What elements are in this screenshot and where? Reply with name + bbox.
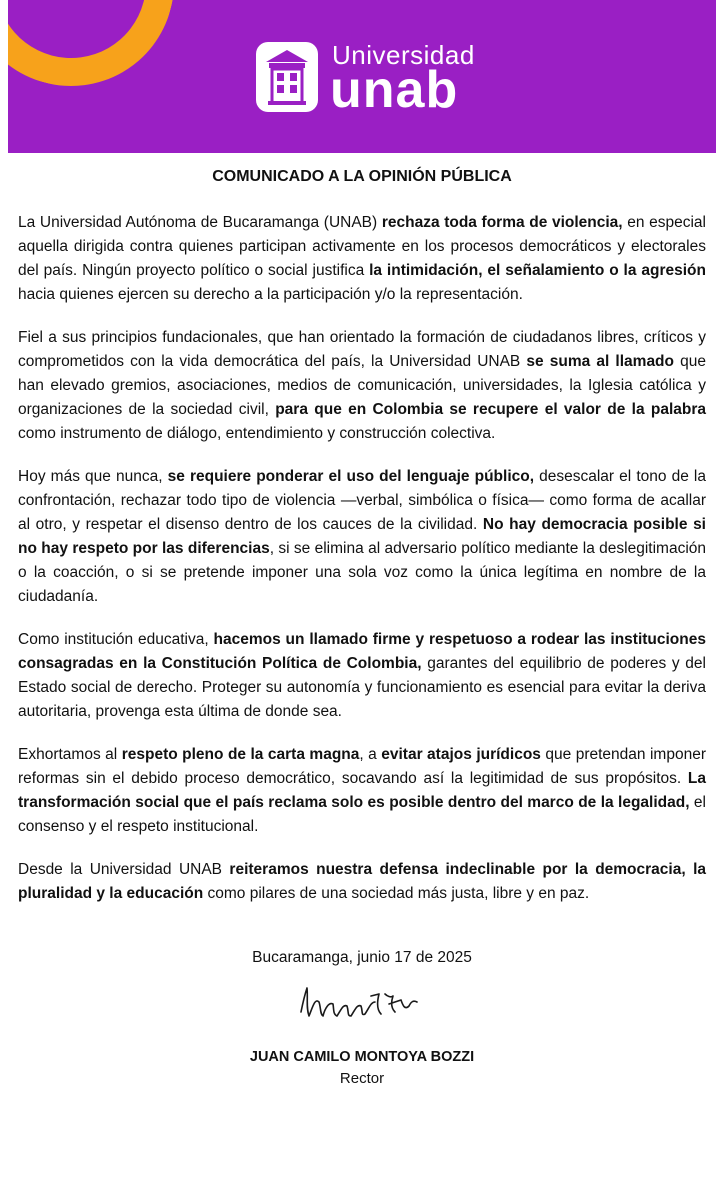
emphasis-text: La transformación social que el país reclama solo es posible dentro del marco de la legalidad,	[18, 770, 706, 811]
emphasis-text: No hay democracia posible si no hay respeto por las diferencias	[18, 516, 706, 557]
emphasis-text: evitar atajos jurídicos	[381, 746, 541, 763]
building-icon	[256, 42, 318, 112]
body-text: La Universidad Autónoma de Bucaramanga (UNAB)	[18, 214, 382, 231]
body-text: Fiel a sus principios fundacionales, que han orientado la formación de ciudadanos libres, críticos y comprometidos con la vida democrática del país, la Universidad UNAB	[18, 329, 706, 370]
paragraph	[18, 326, 706, 446]
logo-wordmark-top: Universidad	[332, 40, 475, 70]
body-text: desescalar el tono de la confrontación, rechazar todo tipo de violencia —verbal, simbólica o física— como forma de acallar al otro, y respetar el disenso dentro de los cauces de la civilidad.	[18, 468, 706, 533]
body-text: que pretendan imponer reformas sin el debido proceso democrático, socavando así la legitimidad de sus propósitos.	[18, 746, 706, 787]
paragraph	[18, 743, 706, 839]
emphasis-text: se suma al llamado	[526, 353, 674, 370]
logo-wordmark-main: unab	[330, 61, 459, 119]
university-logo	[256, 38, 486, 118]
body-text: Hoy más que nunca,	[18, 468, 168, 485]
body-text: Desde la Universidad UNAB	[18, 861, 230, 878]
emphasis-text: para que en Colombia se recupere el valor de la palabra	[275, 401, 706, 418]
document-body	[18, 165, 706, 1090]
paragraph	[18, 858, 706, 906]
emphasis-text: se requiere ponderar el uso del lenguaje público,	[167, 468, 535, 485]
document-title: COMUNICADO A LA OPINIÓN PÚBLICA	[212, 168, 512, 185]
paragraph	[18, 465, 706, 609]
body-text: como pilares de una sociedad más justa, libre y en paz.	[203, 885, 590, 902]
body-text: que han elevado gremios, asociaciones, medios de comunicación, universidades, la Iglesia católica y organizaciones de la sociedad civil,	[18, 353, 706, 418]
signer-name: JUAN CAMILO MONTOYA BOZZI	[249, 1049, 475, 1065]
header-banner	[8, 0, 716, 153]
body-text: hacia quienes ejercen su derecho a la participación y/o la representación.	[18, 286, 523, 303]
paragraph	[18, 628, 706, 724]
emphasis-text: reiteramos nuestra defensa indeclinable por la democracia, la pluralidad y la educación	[18, 861, 706, 902]
emphasis-text: la intimidación, el señalamiento o la agresión	[369, 262, 706, 279]
body-text: Como institución educativa,	[18, 631, 214, 648]
body-text: , a	[359, 746, 382, 763]
emphasis-text: respeto pleno de la carta magna	[121, 746, 360, 763]
place-date: Bucaramanga, junio 17 de 2025	[252, 949, 472, 966]
signer-role: Rector	[339, 1070, 385, 1087]
body-text: en especial aquella dirigida contra quienes participan activamente en los procesos democráticos y electorales del país. Ningún proyecto político o social justifica	[18, 214, 706, 279]
body-text: como instrumento de diálogo, entendimiento y construcción colectiva.	[18, 425, 496, 442]
handwritten-signature	[287, 976, 437, 1024]
body-text: , si se elimina al adversario político mediante la deslegitimación o la coacción, o si se pretende imponer una sola voz como la única legítima en nombre de la ciudadanía.	[18, 540, 706, 605]
body-text: el consenso y el respeto institucional.	[18, 794, 706, 835]
paragraph	[18, 211, 706, 307]
body-text: Exhortamos al	[18, 746, 122, 763]
emphasis-text: rechaza toda forma de violencia,	[381, 214, 623, 231]
closing-block	[18, 946, 706, 1090]
body-text: garantes del equilibrio de poderes y del Estado social de derecho. Proteger su autonomía y funcionamiento es esencial para evitar la deriva autoritaria, provenga esta última de donde sea.	[18, 655, 706, 720]
decorative-arc	[8, 0, 197, 109]
emphasis-text: hacemos un llamado firme y respetuoso a rodear las instituciones consagradas en la Constitución Política de Colombia,	[18, 631, 706, 672]
